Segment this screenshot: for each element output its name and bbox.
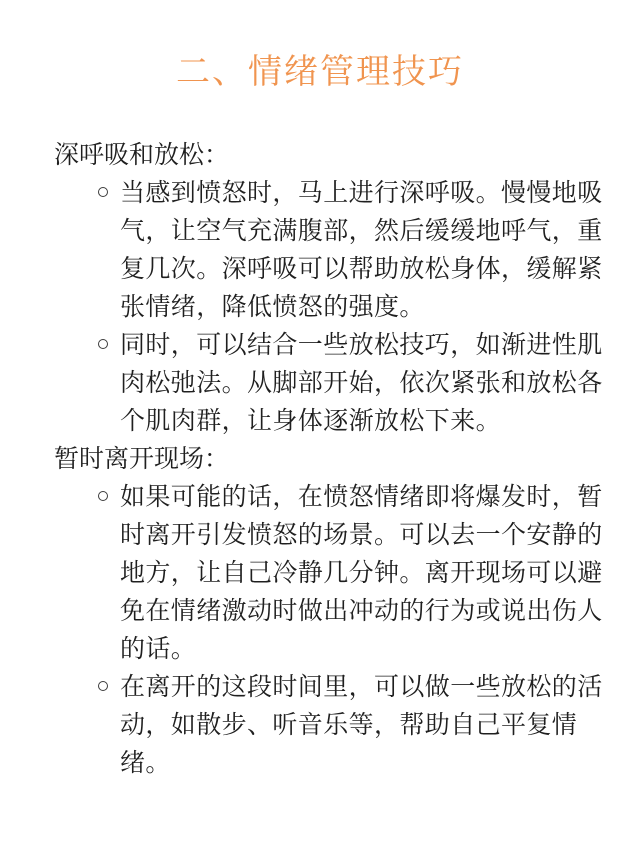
circle-bullet-icon: [98, 187, 108, 197]
circle-bullet-icon: [98, 681, 108, 691]
list-item-text: 如果可能的话，在愤怒情绪即将爆发时，暂时离开引发愤怒的场景。可以去一个安静的地方，让自己冷静几分钟。离开现场可以避免在情绪激动时做出冲动的行为或说出伤人的话。: [120, 482, 603, 663]
section-breathing: [54, 136, 616, 440]
list-item: [54, 174, 616, 326]
page-title: 二、情绪管理技巧: [176, 52, 464, 92]
bullet-list: [54, 478, 616, 782]
list-item: [54, 326, 616, 440]
section-heading: 深呼吸和放松：: [54, 140, 230, 169]
section-leave-scene: [54, 440, 616, 782]
list-item: [54, 668, 616, 782]
list-item: [54, 478, 616, 668]
list-item-text: 当感到愤怒时，马上进行深呼吸。慢慢地吸气，让空气充满腹部，然后缓缓地呼气，重复几次。深呼吸可以帮助放松身体，缓解紧张情绪，降低愤怒的强度。: [120, 178, 603, 321]
bullet-list: [54, 174, 616, 440]
list-item-text: 在离开的这段时间里，可以做一些放松的活动，如散步、听音乐等，帮助自己平复情绪。: [120, 672, 603, 777]
list-item-text: 同时，可以结合一些放松技巧，如渐进性肌肉松弛法。从脚部开始，依次紧张和放松各个肌肉群，让身体逐渐放松下来。: [120, 330, 603, 435]
circle-bullet-icon: [98, 491, 108, 501]
circle-bullet-icon: [98, 339, 108, 349]
section-heading: 暂时离开现场：: [54, 444, 230, 473]
content-body: [54, 136, 616, 782]
